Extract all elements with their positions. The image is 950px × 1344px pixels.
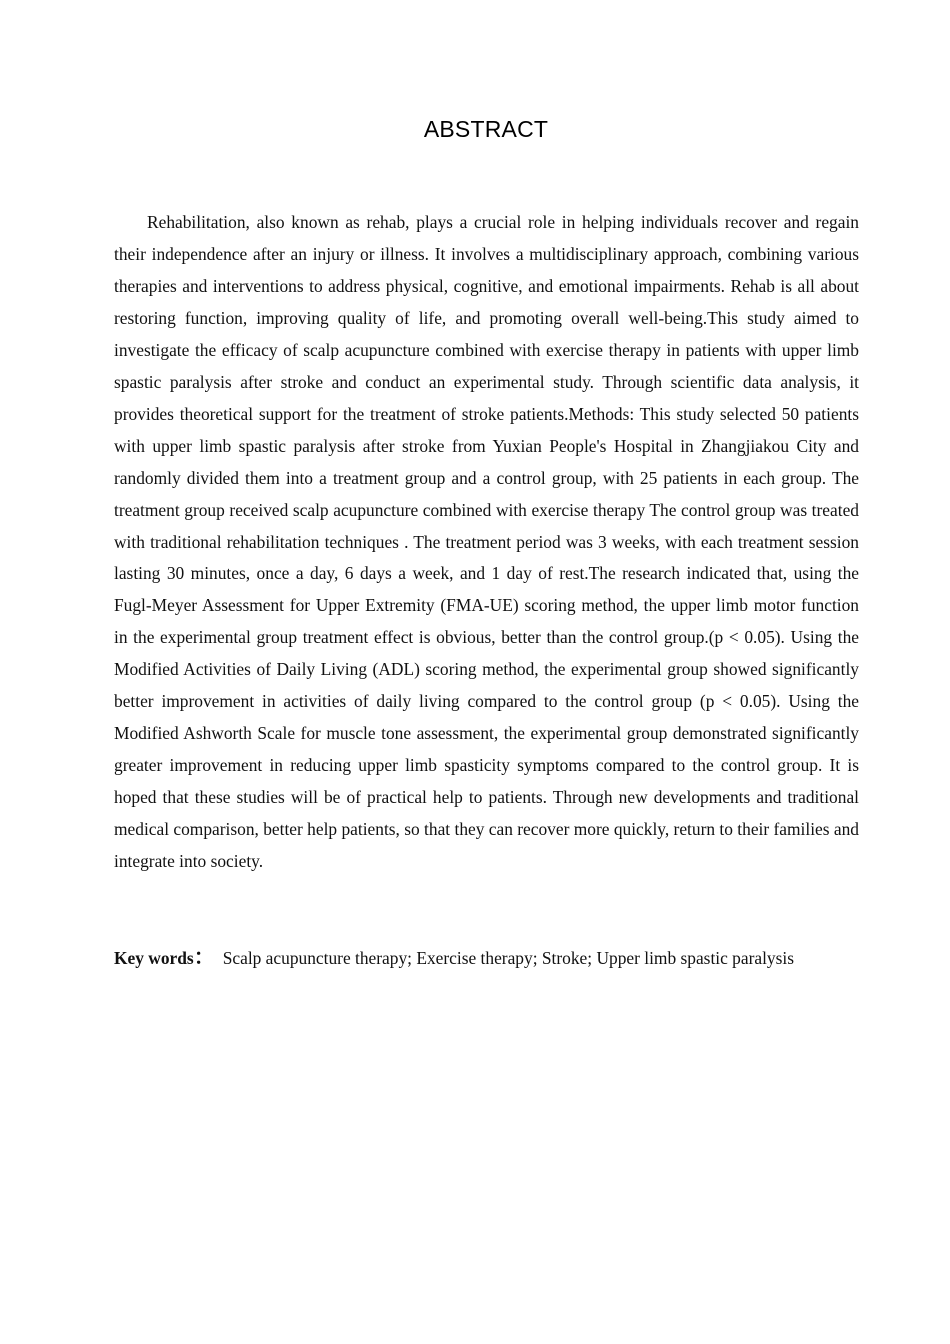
keywords-line <box>114 942 894 974</box>
keywords-text: Scalp acupuncture therapy; Exercise therapy; Stroke; Upper limb spastic paralysis <box>222 948 794 968</box>
abstract-title: ABSTRACT <box>423 116 549 142</box>
keywords-label: Key words <box>114 948 194 968</box>
keywords-colon: ： <box>193 945 215 969</box>
abstract-body: Rehabilitation, also known as rehab, plays a crucial role in helping individuals recover and regain their independence after an injury or illness. It involves a multidisciplinary approach, combining various therapies and interventions to address physical, cognitive, and emotional impairments. Rehab is all about restoring function, improving quality of life, and promoting overall well-being.This study aimed to investigate the efficacy of scalp acupuncture combined with exercise therapy in patients with upper limb spastic paralysis after stroke and conduct an experimental study. Through scientific data analysis, it provides theoretical support for the treatment of stroke patients.Methods: This study selected 50 patients with upper limb spastic paralysis after stroke from Yuxian People's Hospital in Zhangjiakou City and randomly divided them into a treatment group and a control group, with 25 patients in each group. The treatment group received scalp acupuncture combined with exercise therapy The control group was treated with traditional rehabilitation techniques . The treatment period was 3 weeks, with each treatment session lasting 30 minutes, once a day, 6 days a week, and 1 day of rest.The research indicated that, using the Fugl-Meyer Assessment for Upper Extremity (FMA-UE) scoring method, the upper limb motor function in the experimental group treatment effect is obvious, better than the control group.(p < 0.05). Using the Modified Activities of Daily Living (ADL) scoring method, the experimental group showed significantly better improvement in activities of daily living compared to the control group (p < 0.05). Using the Modified Ashworth Scale for muscle tone assessment, the experimental group demonstrated significantly greater improvement in reducing upper limb spasticity symptoms compared to the control group. It is hoped that these studies will be of practical help to patients. Through new developments and traditional medical comparison, better help patients, so that they can recover more quickly, return to their families and integrate into society. <box>114 212 859 872</box>
